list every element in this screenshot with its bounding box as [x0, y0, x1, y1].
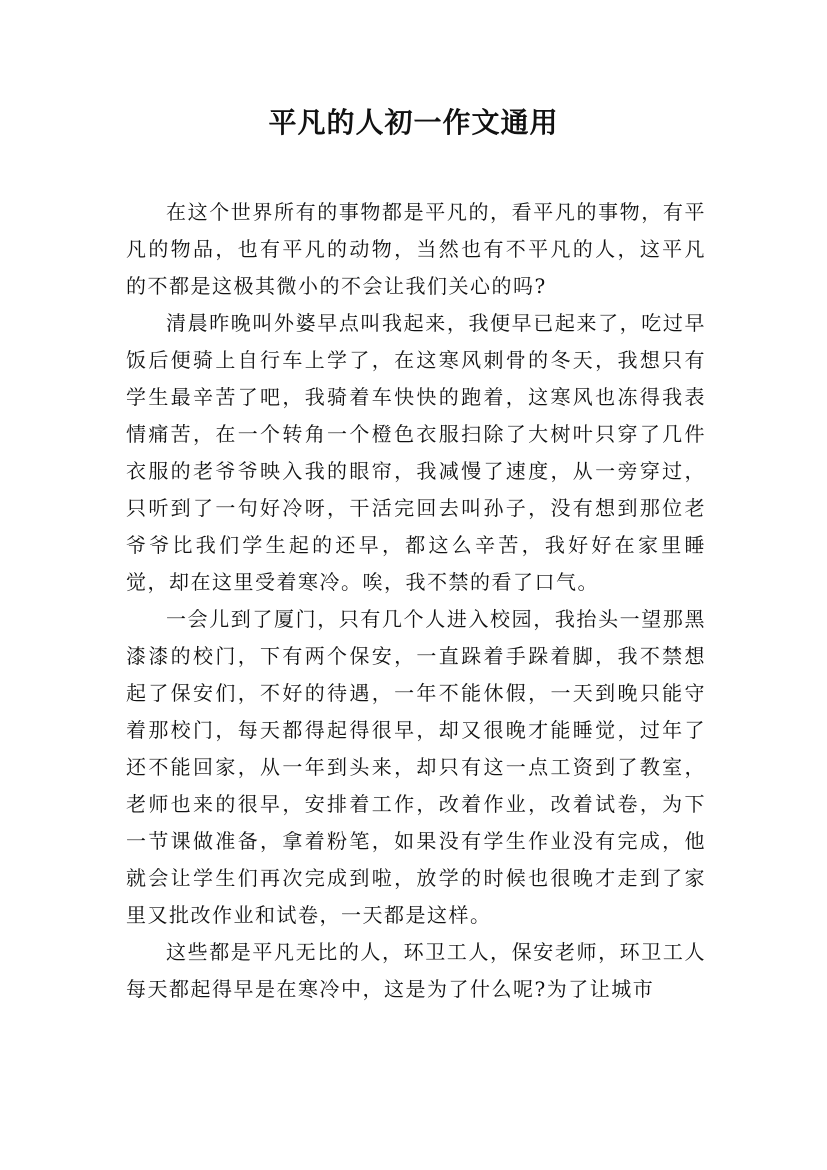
paragraph-2: 清晨昨晚叫外婆早点叫我起来，我便早已起来了，吃过早饭后便骑上自行车上学了，在这寒风刺骨的冬天，我想只有学生最辛苦了吧，我骑着车快快的跑着，这寒风也冻得我表情痛苦，在一个转角一个橙色衣服扫除了大树叶只穿了几件衣服的老爷爷映入我的眼帘，我减慢了速度，从一旁穿过，只听到了一句好冷呀，干活完回去叫孙子，没有想到那位老爷爷比我们学生起的还早，都这么辛苦，我好好在家里睡觉，却在这里受着寒冷。唉，我不禁的看了口气。	[126, 311, 706, 594]
document-body	[126, 194, 706, 1008]
paragraph-4: 这些都是平凡无比的人，环卫工人，保安老师，环卫工人每天都起得早是在寒冷中，这是为了什么呢?为了让城市	[126, 940, 706, 1001]
paragraph-3: 一会儿到了厦门，只有几个人进入校园，我抬头一望那黑漆漆的校门，下有两个保安，一直跺着手跺着脚，我不禁想起了保安们，不好的待遇，一年不能休假，一天到晚只能守着那校门，每天都得起得很早，却又很晚才能睡觉，过年了还不能回家，从一年到头来，却只有这一点工资到了教室，老师也来的很早，安排着工作，改着作业，改着试卷，为下一节课做准备，拿着粉笔，如果没有学生作业没有完成，他就会让学生们再次完成到啦，放学的时候也很晚才走到了家里又批改作业和试卷，一天都是这样。	[126, 607, 706, 927]
document-title: 平凡的人初一作文通用	[268, 106, 559, 139]
paragraph-1: 在这个世界所有的事物都是平凡的，看平凡的事物，有平凡的物品，也有平凡的动物，当然也有不平凡的人，这平凡的不都是这极其微小的不会让我们关心的吗?	[126, 200, 706, 298]
